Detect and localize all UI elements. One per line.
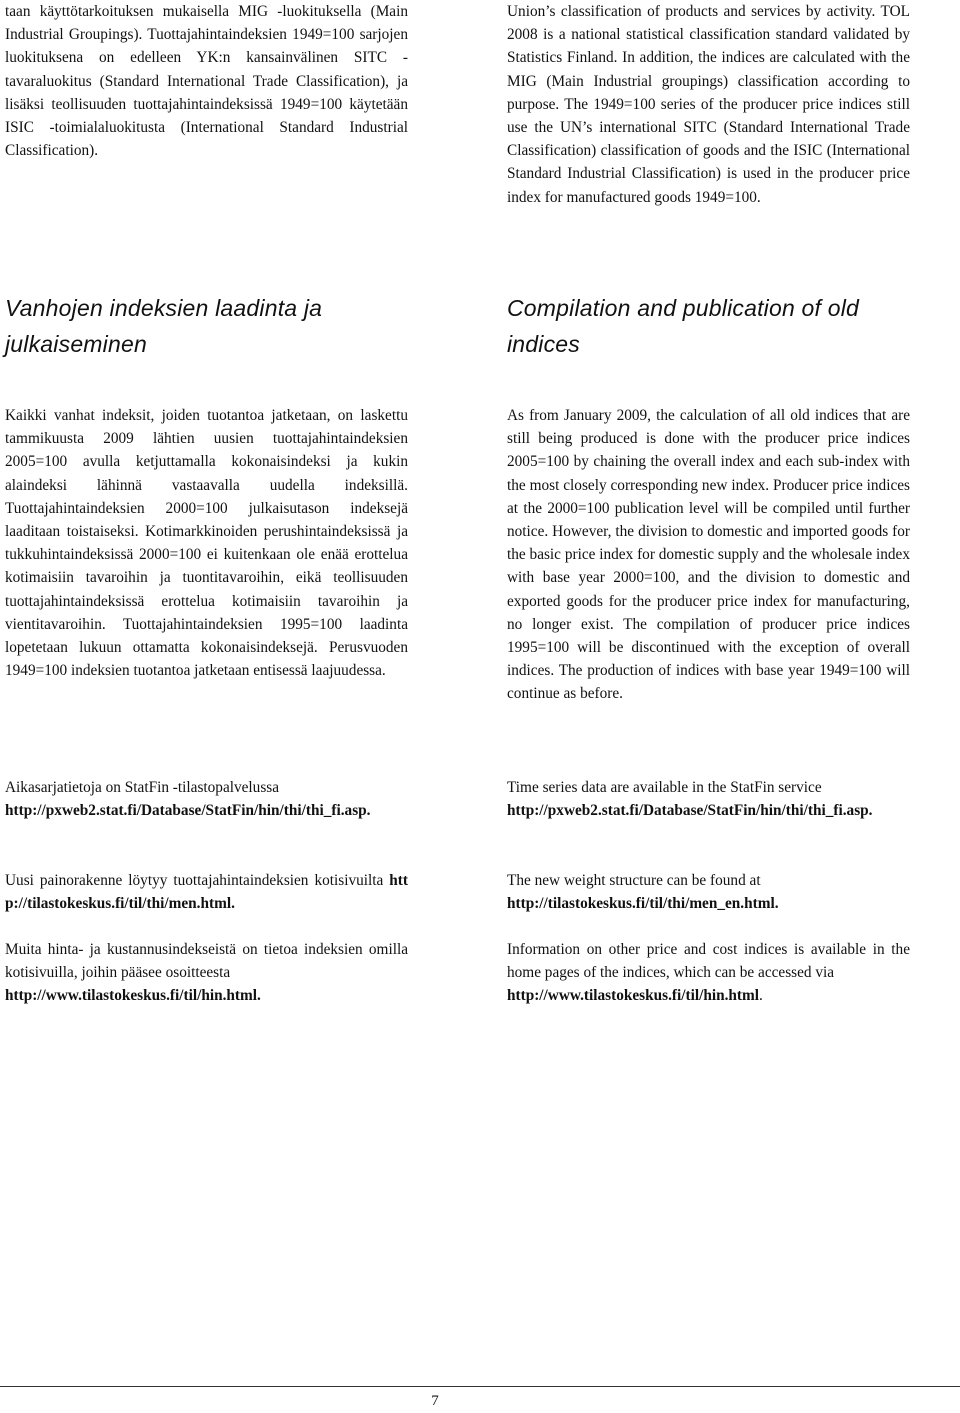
page-number: 7 — [431, 1393, 439, 1409]
left-section-heading: Vanhojen indeksien laadinta ja julkaiseminen — [5, 295, 323, 357]
footer-divider — [0, 1386, 960, 1387]
left-intro-paragraph: taan käyttötarkoituksen mukaisella MIG -luokituksella (Main Industrial Groupings). Tuottajahintaindeksien 1949=100 sarjojen luokituksena on edelleen YK:n kansainvälinen SITC -tavaraluokitus (Standard International Trade Classification), ja lisäksi teollisuuden tuottajahintaindeksissä 1949=100 käytetään ISIC -toimialaluokitusta (International Standard Industrial Classification). — [5, 3, 408, 160]
left-body-paragraph: Kaikki vanhat indeksit, joiden tuotantoa jatketaan, on laskettu tammikuusta 2009 lähtien uusien tuottajahintaindeksien 2005=100 avulla ketjuttamalla kokonaisindeksi ja kukin alaindeksi lähinnä vastaavalla uudella indeksillä. Tuottajahintaindeksien 2000=100 julkaisutason indeksejä laaditaan toistaiseksi. Kotimarkkinoiden perushintaindeksissä ja tukkuhintaindeksissä 2000=100 ei kuitenkaan ole enää erottelua kotimaisiin tavaroihin ja tuontitavaroihin, eikä teollisuuden tuottajahintaindeksissä erottelua kotimaisiin tavaroihin ja vientitavaroihin. Tuottajahintaindeksien 1995=100 laadinta lopetetaan lukuun ottamatta kokonaisindeksejä. Perusvuoden 1949=100 indeksien tuotantoa jatketaan entisessä laajuudessa. — [5, 407, 408, 680]
right-other-paragraph — [507, 938, 910, 1008]
left-weights-text: Uusi painorakenne löytyy tuottajahintaindeksien kotisivuilta — [5, 872, 390, 889]
right-weights-link[interactable]: http://tilastokeskus.fi/til/thi/men_en.html. — [507, 895, 779, 913]
left-timeseries-text: Aikasarjatietoja on StatFin -tilastopalvelussa — [5, 779, 280, 796]
right-timeseries-link[interactable]: http://pxweb2.stat.fi/Database/StatFin/hin/thi/thi_fi.asp. — [507, 802, 873, 820]
right-body-paragraph: As from January 2009, the calculation of all old indices that are still being produced is done with the producer price indices 2005=100 by chaining the overall index and each sub-index with the most closely corresponding new index. Producer price indices at the 2000=100 publication level will be compiled until further notice. However, the division to domestic and imported goods for the basic price index for domestic supply and the wholesale index with base year 2000=100, and the division to domestic and exported goods for the producer price index for manufacturing, no longer exist. The compilation of producer price indices 1995=100 will be discontinued with the exception of overall indices. The production of indices with base year 1949=100 will continue as before. — [507, 407, 910, 703]
right-other-link-suffix: . — [759, 987, 763, 1005]
left-weights-paragraph — [5, 869, 408, 915]
right-other-link[interactable]: http://www.tilastokeskus.fi/til/hin.html — [507, 987, 760, 1005]
right-timeseries-paragraph — [507, 776, 910, 822]
left-other-link[interactable]: http://www.tilastokeskus.fi/til/hin.html. — [5, 987, 261, 1005]
left-weights-link[interactable]: http://tilastokeskus.fi/til/thi/men.html. — [5, 872, 408, 913]
right-section-heading: Compilation and publication of old indices — [507, 295, 860, 357]
right-intro-paragraph: Union’s classification of products and services by activity. TOL 2008 is a national statistical classification standard validated by Statistics Finland. In addition, the indices are calculated with the MIG (Main Industrial groupings) classification according to purpose. The 1949=100 series of the producer price indices still use the UN’s international SITC (Standard International Trade Classification) classification of goods and the ISIC (International Standard Industrial Classification) is used in the producer price index for manufactured goods 1949=100. — [507, 3, 910, 206]
right-timeseries-text: Time series data are available in the StatFin service — [507, 779, 822, 796]
left-timeseries-link[interactable]: http://pxweb2.stat.fi/Database/StatFin/hin/thi/thi_fi.asp. — [5, 802, 371, 820]
left-timeseries-paragraph — [5, 776, 408, 822]
left-other-text: Muita hinta- ja kustannusindekseistä on tietoa indeksien omilla kotisivuilla, joihin pääsee osoitteesta — [5, 941, 408, 982]
left-other-paragraph — [5, 938, 408, 1008]
right-weights-paragraph — [507, 869, 910, 915]
right-weights-text: The new weight structure can be found at — [507, 872, 761, 889]
right-other-text: Information on other price and cost indices is available in the home pages of the indices, which can be accessed via — [507, 941, 910, 982]
